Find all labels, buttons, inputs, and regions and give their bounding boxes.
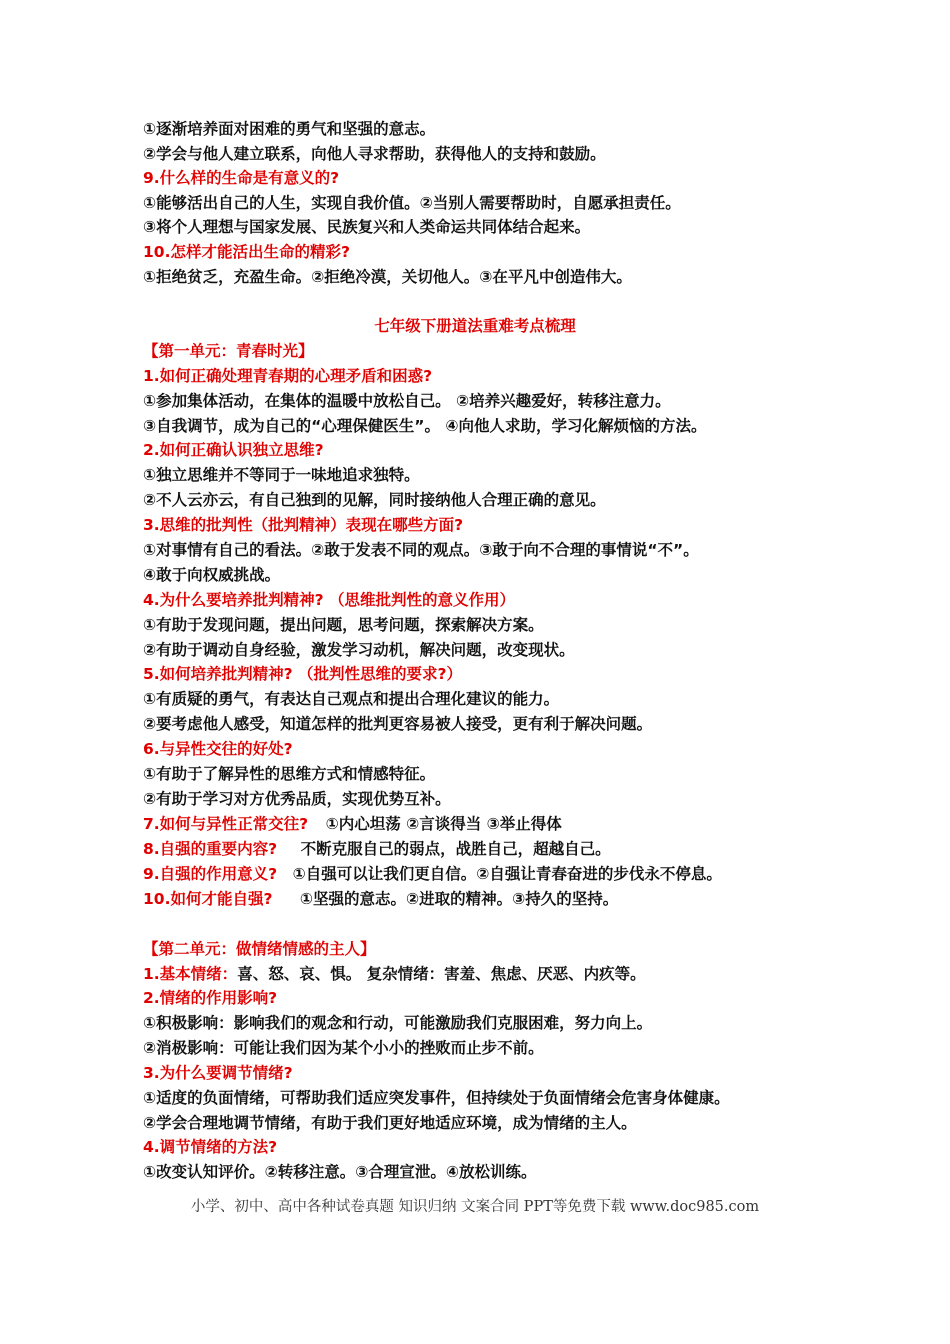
text-line: ①有助于了解异性的思维方式和情感特征。 [143,765,436,783]
question-heading: 2.如何正确认识独立思维? [143,441,324,459]
page-footer: 小学、初中、高中各种试卷真题 知识归纳 文案合同 PPT等免费下载 www.doc985.com [190,1199,760,1215]
question-heading: 9.什么样的生命是有意义的? [143,169,340,187]
text-line: ①有质疑的勇气，有表达自己观点和提出合理化建议的能力。 [143,690,560,708]
qa-line [143,839,611,859]
question-heading: 4.调节情绪的方法? [143,1138,278,1156]
text-line: ②学会与他人建立联系，向他人寻求帮助，获得他人的支持和鼓励。 [143,145,606,163]
text-line: ③将个人理想与国家发展、民族复兴和人类命运共同体结合起来。 [143,218,591,236]
answer-text: 喜、怒、哀、惧。 复杂情绪：害羞、焦虑、厌恶、内疚等。 [237,965,646,983]
question-heading: 6.与异性交往的好处? [143,740,293,758]
qa-line [143,864,722,884]
qa-line [143,964,646,984]
text-line: ①对事情有自己的看法。②敢于发表不同的观点。③敢于向不合理的事情说“不”。 [143,541,699,559]
unit-heading: 【第二单元：做情绪情感的主人】 [143,940,376,958]
text-line: ②有助于学习对方优秀品质，实现优势互补。 [143,790,451,808]
text-line: ③自我调节，成为自己的“心理保健医生”。 ④向他人求助，学习化解烦恼的方法。 [143,417,707,435]
question-heading: 2.情绪的作用影响? [143,989,278,1007]
question-heading: 10.怎样才能活出生命的精彩? [143,243,350,261]
qa-line [143,814,562,834]
answer-text: ①坚强的意志。②进取的精神。③持久的坚持。 [299,890,619,908]
question-heading: 4.为什么要培养批判精神? （思维批判性的意义作用） [143,591,516,609]
text-line: ②学会合理地调节情绪，有助于我们更好地适应环境，成为情绪的主人。 [143,1114,637,1132]
question-heading: 5.如何培养批判精神? （批判性思维的要求?） [143,665,463,683]
text-line: ①改变认知评价。②转移注意。③合理宣泄。④放松训练。 [143,1163,537,1181]
question-heading: 3.为什么要调节情绪? [143,1064,293,1082]
text-line: ①参加集体活动，在集体的温暖中放松自己。 ②培养兴趣爱好，转移注意力。 [143,392,671,410]
text-line: ①积极影响：影响我们的观念和行动，可能激励我们克服困难，努力向上。 [143,1014,653,1032]
text-line: ①有助于发现问题，提出问题，思考问题，探索解决方案。 [143,616,544,634]
question-heading: 1.基本情绪： [143,965,238,983]
text-line: ①能够活出自己的人生，实现自我价值。②当别人需要帮助时，自愿承担责任。 [143,194,681,212]
text-line: ②消极影响：可能让我们因为某个小小的挫败而止步不前。 [143,1039,544,1057]
question-heading: 8.自强的重要内容? [143,840,278,858]
answer-text: ①内心坦荡 ②言谈得当 ③举止得体 [325,815,562,833]
question-heading: 9.自强的作用意义? [143,865,278,883]
text-line: ①独立思维并不等同于一味地追求独特。 [143,466,420,484]
text-line: ②不人云亦云，有自己独到的见解，同时接纳他人合理正确的意见。 [143,491,606,509]
question-heading: 10.如何才能自强? [143,890,273,908]
text-line: ②有助于调动自身经验，激发学习动机，解决问题，改变现状。 [143,641,575,659]
question-heading: 1.如何正确处理青春期的心理矛盾和困惑? [143,367,433,385]
answer-text: ①自强可以让我们更自信。②自强让青春奋进的步伐永不停息。 [292,865,722,883]
text-line: ②要考虑他人感受，知道怎样的批判更容易被人接受，更有利于解决问题。 [143,715,653,733]
text-line: ①拒绝贫乏，充盈生命。②拒绝冷漠，关切他人。③在平凡中创造伟大。 [143,268,632,286]
text-line: ①逐渐培养面对困难的勇气和坚强的意志。 [143,120,436,138]
text-line: ①适度的负面情绪，可帮助我们适应突发事件，但持续处于负面情绪会危害身体健康。 [143,1089,730,1107]
section-title: 七年级下册道法重难考点梳理 [374,317,576,335]
question-heading: 3.思维的批判性（批判精神）表现在哪些方面? [143,516,464,534]
text-line: ④敢于向权威挑战。 [143,566,281,584]
unit-heading: 【第一单元：青春时光】 [143,342,314,360]
answer-text: 不断克服自己的弱点，战胜自己，超越自己。 [300,840,611,858]
qa-line [143,889,618,909]
question-heading: 7.如何与异性正常交往? [143,815,309,833]
